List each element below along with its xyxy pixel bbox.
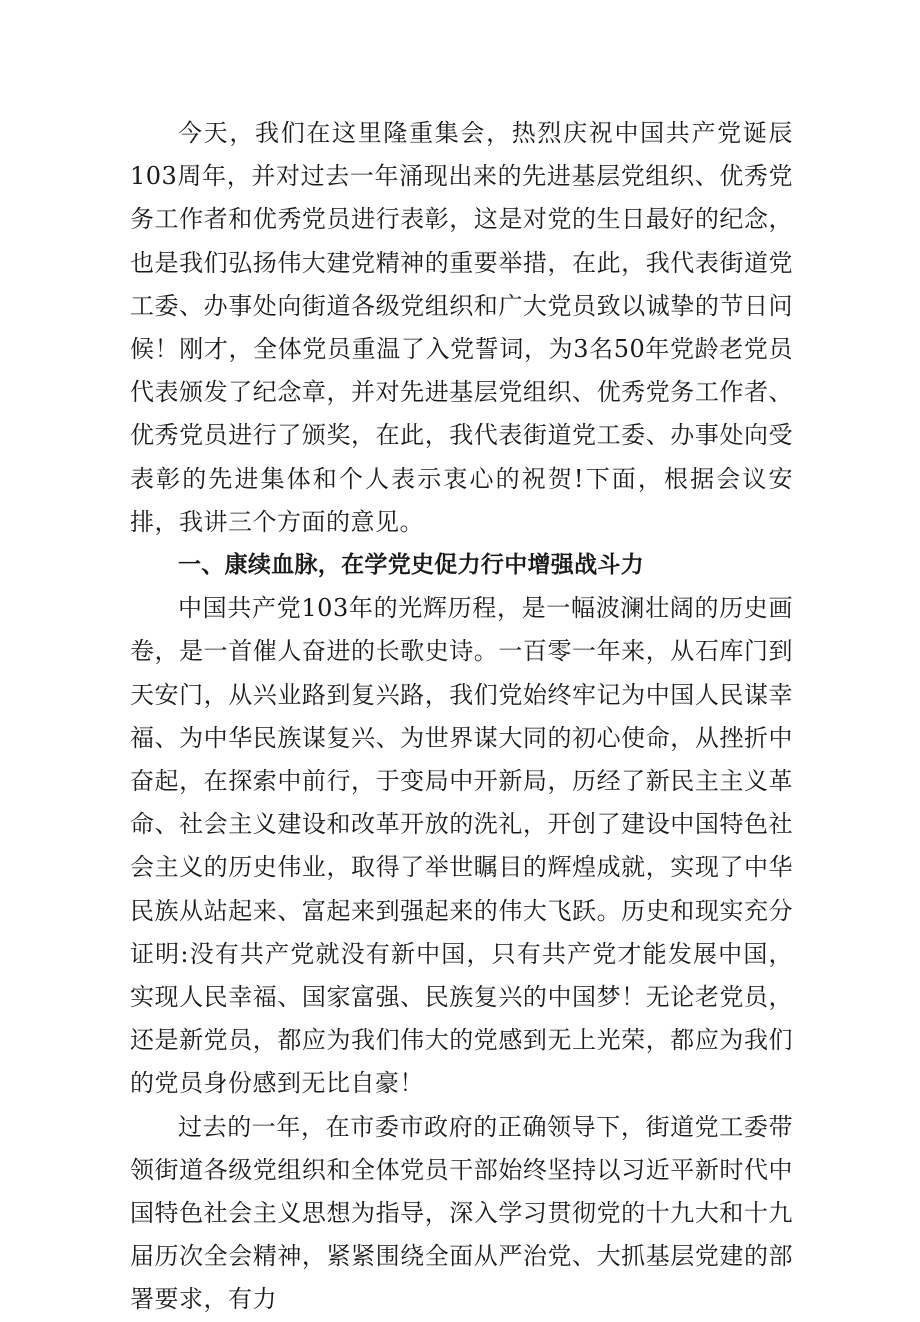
section-heading: 一、康续血脉，在学党史促力行中增强战斗力 [178,552,644,579]
section-paragraph-history: 中国共产党103年的光辉历程，是一幅波澜壮阔的历史画卷，是一首催人奋进的长歌史诗。一百零一年来，从石库门到天安门，从兴业路到复兴路，我们党始终牢记为中国人民谋幸福、为中华民族谋复兴、为世界谋大同的初心使命，从挫折中奋起，在探索中前行，于变局中开新局，历经了新民主主义革命、社会主义建设和改革开放的洗礼，开创了建设中国特色社会主义的历史伟业，取得了举世瞩目的辉煌成就，实现了中华民族从站起来、富起来到强起来的伟大飞跃。历史和现实充分证明:没有共产党就没有新中国，只有共产党才能发展中国，实现人民幸福、国家富强、民族复兴的中国梦！无论老党员，还是新党员，都应为我们伟大的党感到无上光荣，都应为我们的党员身份感到无比自豪！ [130,594,793,1098]
intro-paragraph: 今天，我们在这里隆重集会，热烈庆祝中国共产党诞辰103周年，并对过去一年涌现出来的先进基层党组织、优秀党务工作者和优秀党员进行表彰，这是对党的生日最好的纪念，也是我们弘扬伟大建党精神的重要举措，在此，我代表街道党工委、办事处向街道各级党组织和广大党员致以诚挚的节日问候！刚才，全体党员重温了入党誓词，为3名50年党龄老党员代表颁发了纪念章，并对先进基层党组织、优秀党务工作者、优秀党员进行了颁奖，在此，我代表街道党工委、办事处向受表彰的先进集体和个人表示衷心的祝贺!下面，根据会议安排，我讲三个方面的意见。 [130,119,793,536]
document-body [130,112,793,1322]
section-paragraph-past-year: 过去的一年，在市委市政府的正确领导下，街道党工委带领街道各级党组织和全体党员干部始终坚持以习近平新时代中国特色社会主义思想为指导，深入学习贯彻党的十九大和十九届历次全会精神，紧紧围绕全面从严治党、大抓基层党建的部署要求，有力 [130,1112,793,1314]
